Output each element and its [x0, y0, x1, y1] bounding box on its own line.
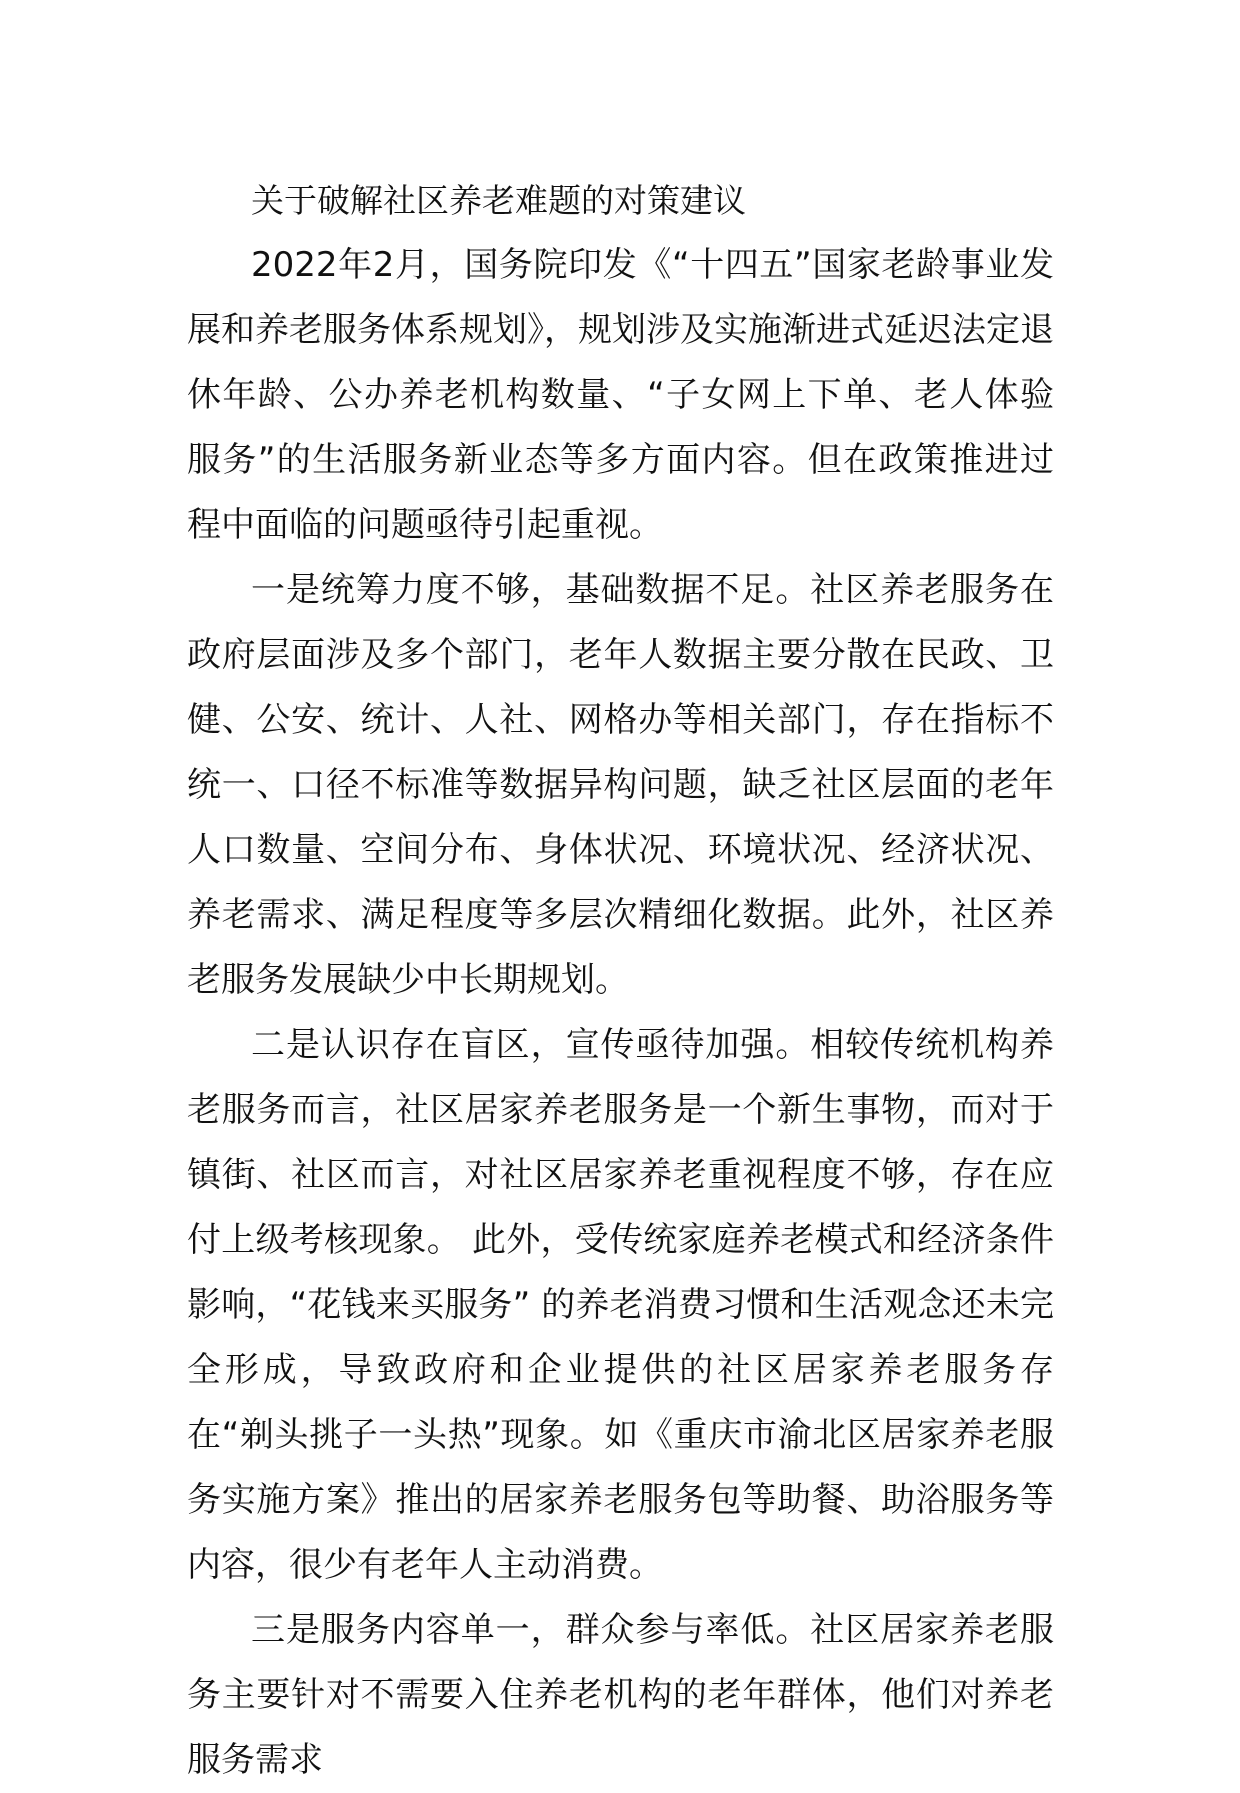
- document-body: [187, 168, 1054, 1793]
- paragraph-issue-two: 二是认识存在盲区，宣传亟待加强。相较传统机构养老服务而言，社区居家养老服务是一个新生事物，而对于镇街、社区而言，对社区居家养老重视程度不够，存在应付上级考核现象。 此外，受传统家庭养老模式和经济条件影响，“花钱来买服务” 的养老消费习惯和生活观念还未完全形成，导致政府和企业提供的社区居家养老服务存在“剃头挑子一头热”现象。如《重庆市渝北区居家养老服务实施方案》推出的居家养老服务包等助餐、助浴服务等内容，很少有老年人主动消费。: [187, 1025, 1054, 1585]
- document-title: 关于破解社区养老难题的对策建议: [251, 181, 746, 220]
- paragraph-issue-three: 三是服务内容单一，群众参与率低。社区居家养老服务主要针对不需要入住养老机构的老年群体，他们对养老服务需求: [187, 1610, 1054, 1780]
- paragraph-intro: 2022年2月，国务院印发《“十四五”国家老龄事业发展和养老服务体系规划》，规划涉及实施渐进式延迟法定退休年龄、公办养老机构数量、“子女网上下单、老人体验服务”的生活服务新业态等多方面内容。但在政策推进过程中面临的问题亟待引起重视。: [187, 245, 1054, 545]
- paragraph-issue-one: 一是统筹力度不够，基础数据不足。社区养老服务在政府层面涉及多个部门，老年人数据主要分散在民政、卫健、公安、统计、人社、网格办等相关部门，存在指标不统一、口径不标准等数据异构问题，缺乏社区层面的老年人口数量、空间分布、身体状况、环境状况、经济状况、养老需求、满足程度等多层次精细化数据。此外，社区养老服务发展缺少中长期规划。: [187, 570, 1054, 1000]
